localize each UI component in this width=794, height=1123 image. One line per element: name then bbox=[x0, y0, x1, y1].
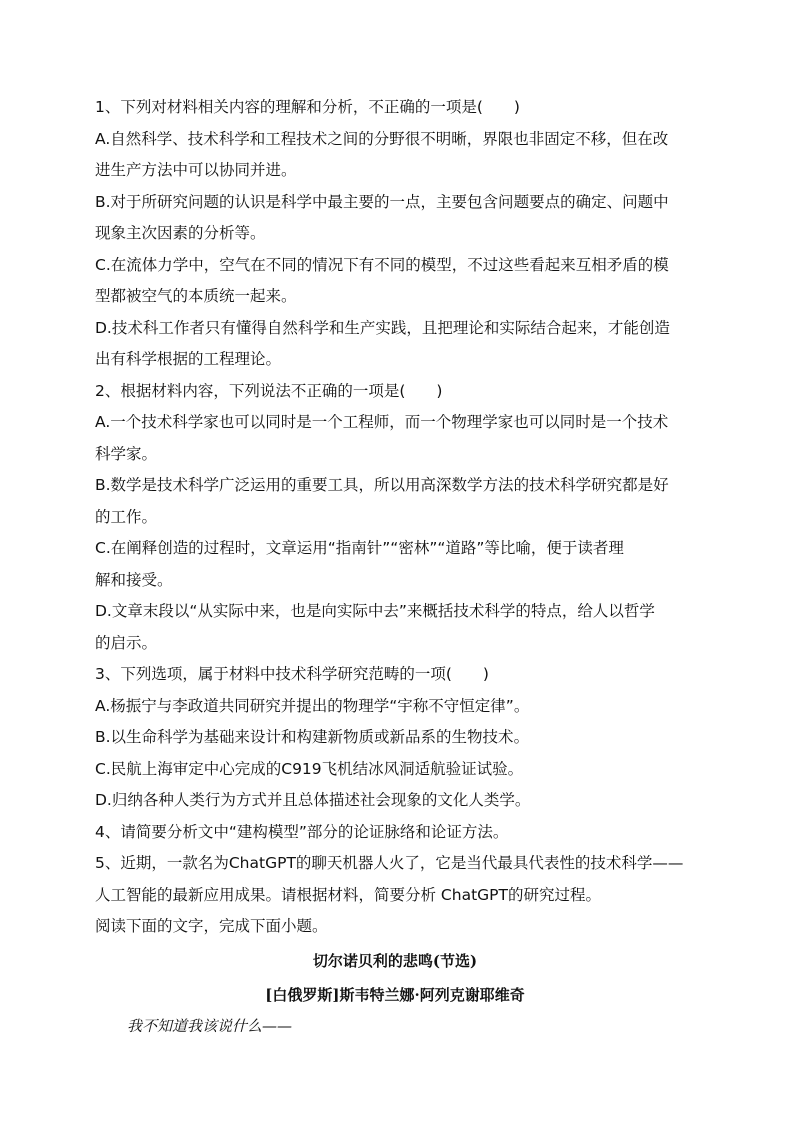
question-5-line-2: 人工智能的最新应用成果。请根据材料，简要分析 ChatGPT的研究过程。 bbox=[95, 885, 601, 904]
question-stem: 3、下列选项，属于材料中技术科学研究范畴的一项( ) bbox=[95, 665, 489, 683]
option-a-line-1: A.一个技术科学家也可以同时是一个工程师，而一个物理学家也可以同时是一个技术 bbox=[95, 413, 669, 431]
question-1 bbox=[95, 92, 695, 376]
question-stem: 1、下列对材料相关内容的理解和分析，不正确的一项是( ) bbox=[95, 98, 520, 116]
question-2 bbox=[95, 376, 695, 660]
option-b-line-2: 的工作。 bbox=[95, 507, 158, 526]
option-d-line-1: D.技术科工作者只有懂得自然科学和生产实践，且把理论和实际结合起来，才能创造 bbox=[95, 318, 670, 337]
question-stem: 2、根据材料内容，下列说法不正确的一项是( ) bbox=[95, 381, 443, 400]
option-a-line-1: A.自然科学、技术科学和工程技术之间的分野很不明晰，界限也非固定不移，但在改 bbox=[95, 129, 669, 148]
option-b: B.以生命科学为基础来设计和构建新物质或新品系的生物技术。 bbox=[95, 728, 530, 746]
option-c-line-1: C.在流体力学中，空气在不同的情况下有不同的模型，不过这些看起来互相矛盾的模 bbox=[95, 255, 669, 274]
question-3 bbox=[95, 659, 695, 817]
option-b-line-1: B.数学是技术科学广泛运用的重要工具，所以用高深数学方法的技术科学研究都是好 bbox=[95, 476, 669, 494]
option-d-line-2: 的启示。 bbox=[95, 633, 158, 652]
option-a-line-2: 进生产方法中可以协同并进。 bbox=[95, 161, 297, 179]
exam-page bbox=[95, 92, 695, 1042]
option-d: D.归纳各种人类行为方式并且总体描述社会现象的文化人类学。 bbox=[95, 791, 531, 809]
question-4: 4、请简要分析文中“建构模型”部分的论证脉络和论证方法。 bbox=[95, 822, 509, 841]
option-c: C.民航上海审定中心完成的C919飞机结冰风洞适航验证试验。 bbox=[95, 759, 524, 778]
article-author: [白俄罗斯]斯韦特兰娜·阿列克谢耶维奇 bbox=[265, 985, 525, 1004]
option-a: A.杨振宁与李政道共同研究并提出的物理学“宇称不守恒定律”。 bbox=[95, 696, 530, 715]
option-d-line-2: 出有科学根据的工程理论。 bbox=[95, 350, 282, 368]
reading-instruction: 阅读下面的文字，完成下面小题。 bbox=[95, 917, 328, 935]
question-5-line-1: 5、近期，一款名为ChatGPT的聊天机器人火了，它是当代最具代表性的技术科学—— bbox=[95, 854, 684, 872]
option-d-line-1: D.文章末段以“从实际中来，也是向实际中去”来概括技术科学的特点，给人以哲学 bbox=[95, 602, 655, 620]
option-c-line-2: 解和接受。 bbox=[95, 570, 173, 589]
option-b-line-1: B.对于所研究问题的认识是科学中最主要的一点，主要包含问题要点的确定、问题中 bbox=[95, 192, 669, 211]
article-title: 切尔诺贝利的悲鸣(节选) bbox=[312, 951, 478, 970]
option-c-line-2: 型都被空气的本质统一起来。 bbox=[95, 287, 297, 305]
option-a-line-2: 科学家。 bbox=[95, 444, 158, 463]
option-b-line-2: 现象主次因素的分析等。 bbox=[95, 224, 266, 242]
option-c-line-1: C.在阐释创造的过程时，文章运用“指南针”“密林”“道路”等比喻，便于读者理 bbox=[95, 539, 624, 557]
question-5 bbox=[95, 848, 695, 911]
article-first-line: 我不知道我该说什么—— bbox=[127, 1016, 293, 1035]
